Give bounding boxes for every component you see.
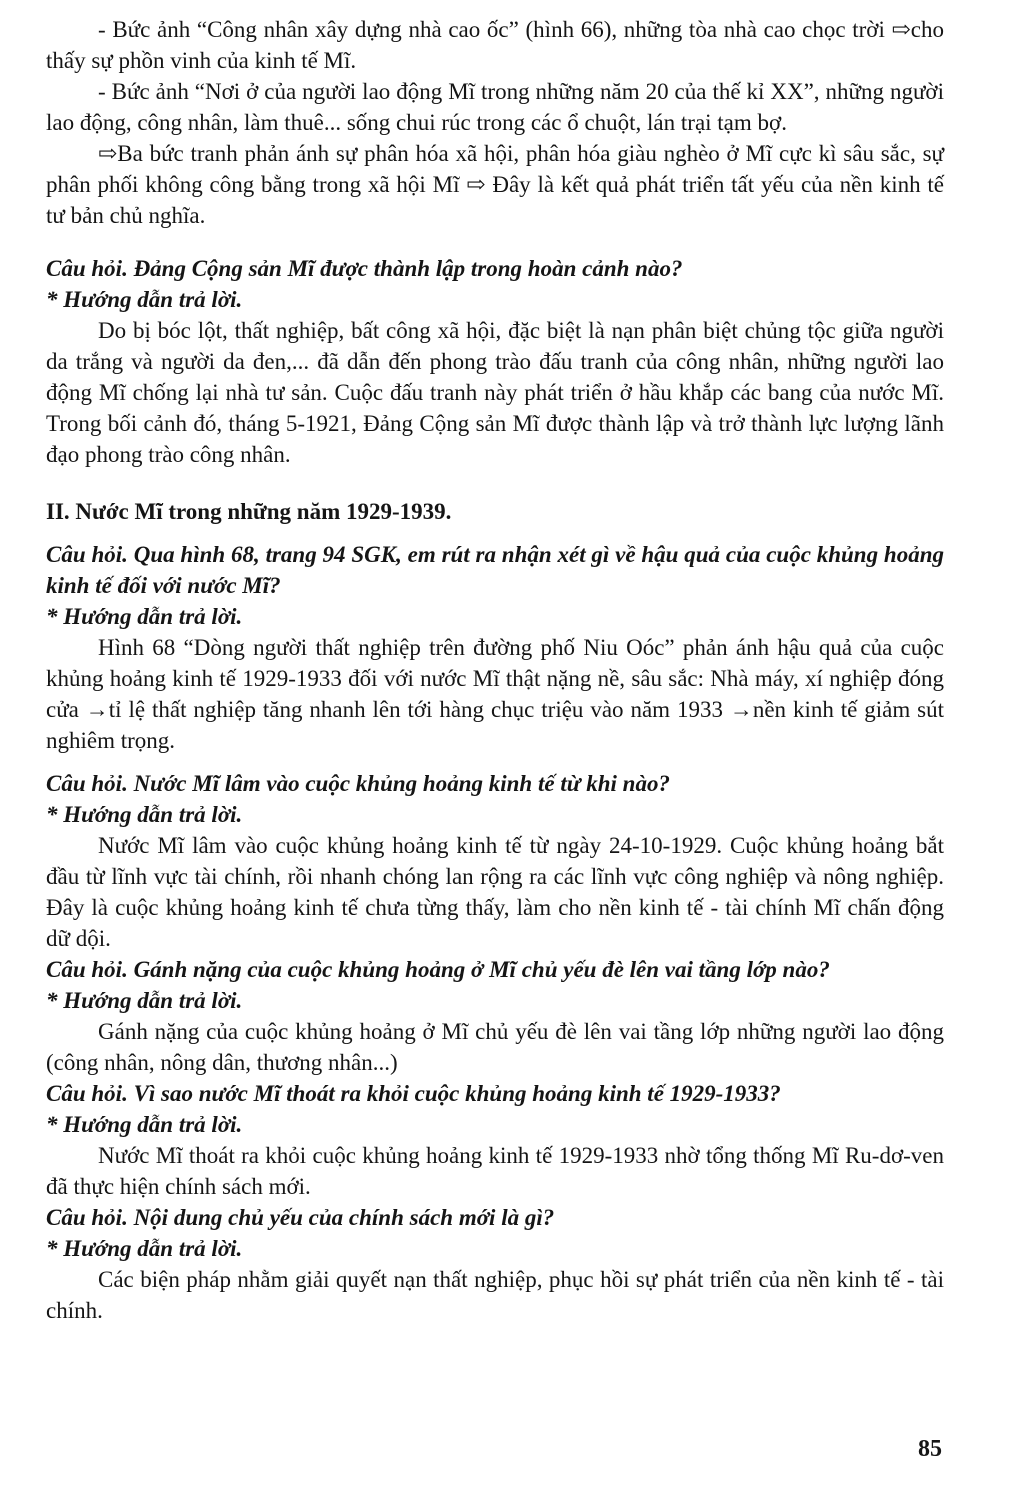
- paragraph-1: - Bức ảnh “Công nhân xây dựng nhà cao ốc” (hình 66), những tòa nhà cao chọc trời ⇨cho thấy sự phồn vinh của kinh tế Mĩ.: [46, 17, 944, 73]
- answer-guide-3: * Hướng dẫn trả lời.: [46, 802, 243, 827]
- question-4: Câu hỏi. Gánh nặng của cuộc khủng hoảng ở Mĩ chủ yếu đè lên vai tầng lớp nào?: [46, 957, 830, 982]
- question-1: Câu hỏi. Đảng Cộng sản Mĩ được thành lập trong hoàn cảnh nào?: [46, 256, 683, 281]
- answer-guide-6: * Hướng dẫn trả lời.: [46, 1236, 243, 1261]
- question-5: Câu hỏi. Vì sao nước Mĩ thoát ra khỏi cuộc khủng hoảng kinh tế 1929-1933?: [46, 1081, 781, 1106]
- question-3: Câu hỏi. Nước Mĩ lâm vào cuộc khủng hoảng kinh tế từ khi nào?: [46, 771, 670, 796]
- page-number: 85: [918, 1436, 942, 1462]
- page-body: [46, 14, 944, 1326]
- answer-6: Các biện pháp nhằm giải quyết nạn thất nghiệp, phục hồi sự phát triển của nền kinh tế - tài chính.: [46, 1267, 944, 1323]
- question-6: Câu hỏi. Nội dung chủ yếu của chính sách mới là gì?: [46, 1205, 555, 1230]
- answer-guide-1: * Hướng dẫn trả lời.: [46, 287, 243, 312]
- question-2: Câu hỏi. Qua hình 68, trang 94 SGK, em rút ra nhận xét gì về hậu quả của cuộc khủng hoảng kinh tế đối với nước Mĩ?: [46, 542, 944, 598]
- answer-5: Nước Mĩ thoát ra khỏi cuộc khủng hoảng kinh tế 1929-1933 nhờ tổng thống Mĩ Ru-dơ-ven đã thực hiện chính sách mới.: [46, 1143, 944, 1199]
- answer-guide-5: * Hướng dẫn trả lời.: [46, 1112, 243, 1137]
- paragraph-2: - Bức ảnh “Nơi ở của người lao động Mĩ trong những năm 20 của thế kỉ XX”, những người lao động, công nhân, làm thuê... sống chui rúc trong các ổ chuột, lán trại tạm bợ.: [46, 79, 944, 135]
- paragraph-3: ⇨Ba bức tranh phản ánh sự phân hóa xã hội, phân hóa giàu nghèo ở Mĩ cực kì sâu sắc, sự phân phối không công bằng trong xã hội Mĩ ⇨ Đây là kết quả phát triển tất yếu của nền kinh tế tư bản chủ nghĩa.: [46, 141, 944, 228]
- section-heading: II. Nước Mĩ trong những năm 1929-1939.: [46, 499, 452, 524]
- answer-guide-2: * Hướng dẫn trả lời.: [46, 604, 243, 629]
- answer-4: Gánh nặng của cuộc khủng hoảng ở Mĩ chủ yếu đè lên vai tầng lớp những người lao động (công nhân, nông dân, thương nhân...): [46, 1019, 944, 1075]
- answer-3: Nước Mĩ lâm vào cuộc khủng hoảng kinh tế từ ngày 24-10-1929. Cuộc khủng hoảng bắt đầu từ lĩnh vực tài chính, rồi nhanh chóng lan rộng ra các lĩnh vực công nghiệp và nông nghiệp. Đây là cuộc khủng hoảng kinh tế chưa từng thấy, làm cho nền kinh tế - tài chính Mĩ chấn động dữ dội.: [46, 833, 944, 951]
- answer-2: Hình 68 “Dòng người thất nghiệp trên đường phố Niu Oóc” phản ánh hậu quả của cuộc khủng hoảng kinh tế 1929-1933 đối với nước Mĩ thật nặng nề, sâu sắc: Nhà máy, xí nghiệp đóng cửa →tỉ lệ thất nghiệp tăng nhanh lên tới hàng chục triệu vào năm 1933 →nền kinh tế giảm sút nghiêm trọng.: [46, 635, 944, 753]
- answer-guide-4: * Hướng dẫn trả lời.: [46, 988, 243, 1013]
- answer-1: Do bị bóc lột, thất nghiệp, bất công xã hội, đặc biệt là nạn phân biệt chủng tộc giữa người da trắng và người da đen,... đã dẫn đến phong trào đấu tranh của công nhân, những người lao động Mĩ chống lại nhà tư sản. Cuộc đấu tranh này phát triển ở hầu khắp các bang của nước Mĩ. Trong bối cảnh đó, tháng 5-1921, Đảng Cộng sản Mĩ được thành lập và trở thành lực lượng lãnh đạo phong trào công nhân.: [46, 318, 944, 467]
